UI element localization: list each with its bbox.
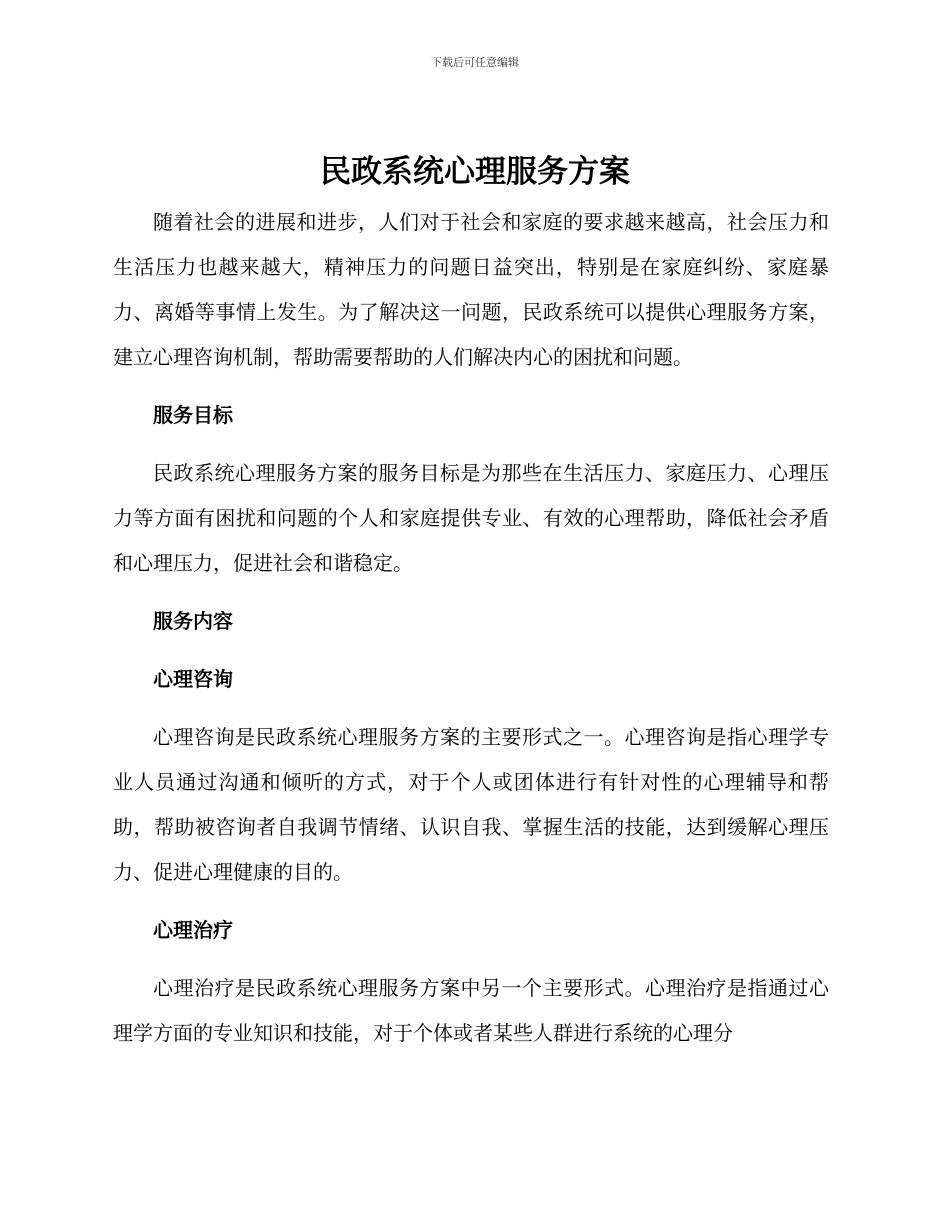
header-note: 下载后可任意编辑 — [431, 56, 519, 69]
goal-paragraph: 民政系统心理服务方案的服务目标是为那些在生活压力、家庭压力、心理压力等方面有困扰和问题的个人和家庭提供专业、有效的心理帮助，降低社会矛盾和心理压力，促进社会和谐稳定。 — [113, 461, 829, 575]
section-heading-content: 服务内容 — [153, 609, 233, 633]
therapy-paragraph: 心理治疗是民政系统心理服务方案中另一个主要形式。心理治疗是指通过心理学方面的专业知识和技能，对于个体或者某些人群进行系统的心理分 — [113, 976, 829, 1045]
counseling-paragraph: 心理咨询是民政系统心理服务方案的主要形式之一。心理咨询是指心理学专业人员通过沟通和倾听的方式，对于个人或团体进行有针对性的心理辅导和帮助，帮助被咨询者自我调节情绪、认识自我、掌握生活的技能，达到缓解心理压力、促进心理健康的目的。 — [113, 725, 829, 884]
subsection-heading-counseling: 心理咨询 — [153, 667, 233, 691]
section-heading-goal: 服务目标 — [153, 403, 233, 427]
document-title: 民政系统心理服务方案 — [320, 154, 630, 190]
document-body — [113, 200, 829, 1069]
subsection-heading-therapy: 心理治疗 — [153, 918, 233, 942]
intro-paragraph: 随着社会的进展和进步，人们对于社会和家庭的要求越来越高，社会压力和生活压力也越来越大，精神压力的问题日益突出，特别是在家庭纠纷、家庭暴力、离婚等事情上发生。为了解决这一问题，民政系统可以提供心理服务方案，建立心理咨询机制，帮助需要帮助的人们解决内心的困扰和问题。 — [113, 210, 829, 369]
